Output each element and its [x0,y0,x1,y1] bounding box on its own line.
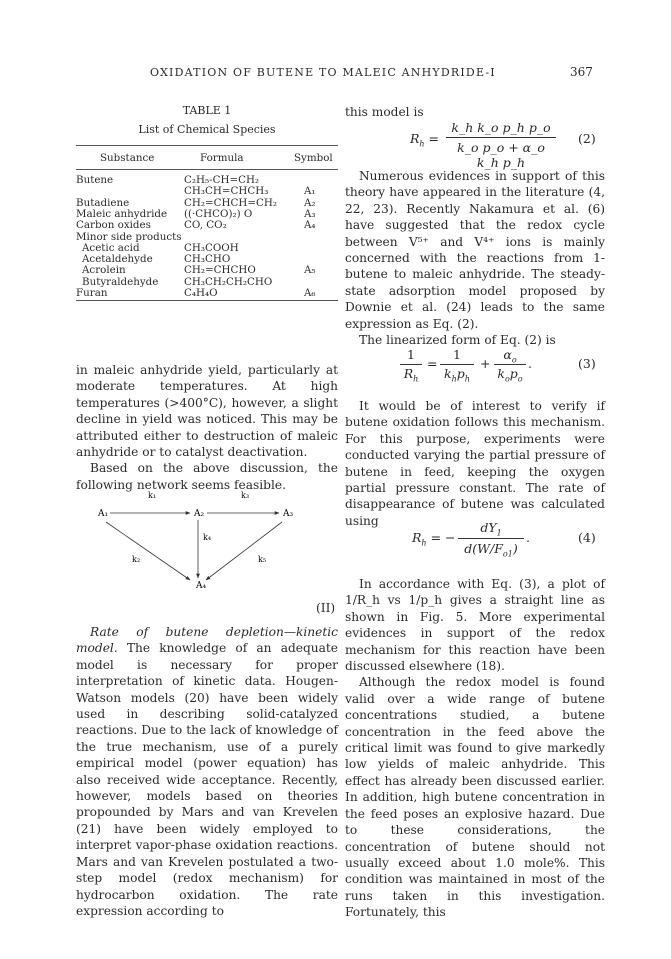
paragraph: The knowledge of an adequate model is necessary for proper interpretation of kinetic data. Hougen-Watson models (20) have been widely used in describing solid-catalyzed reactions. Due to the lack of knowledge of the true mechanism, use of a purely empirical model (power equation) has also received wide acceptance. Recently, however, models based on theories propounded by Mars and van Krevelen (21) have been widely employed to interpret vapor-phase oxidation reactions. Mars and van Krevelen postulated a two-step model (redox mechanism) for hydrocarbon oxidation. The rate expression according to [76,641,339,918]
table-cell-symbol: A₁ [304,185,316,198]
table-cell-substance: Butene [76,174,114,186]
table-header-rule [76,169,338,170]
table-cell-substance: Carbon oxides [76,219,151,232]
table-cell-formula: C₄H₄O [184,287,218,299]
table-cell-formula: CH₃CH=CHCH₃ [184,185,269,198]
network-label: (II) [316,601,336,615]
paragraph: Although the redox model is found valid over a wide range of butene concentrations studied, a butene concentration in the feed above the critical limit was found to give markedly low yields of maleic anhydride. This effect has already been discussed earlier. In addition, high butene concentration in the feed poses an explosive hazard. Due to these considerations, the concentration of butene should not usually exceed about 1.0 mole%. This condition was maintained in most of the runs taken in this investigation. Fortunately, this [345,675,605,920]
table-cell-formula: CH₂=CHCHO [184,264,256,277]
right-column-lower [345,576,605,921]
node-a3: A₃ [283,509,294,519]
eq2-fraction-bar [446,137,556,138]
table-cell-substance: Acetaldehyde [82,253,153,266]
table-row [76,288,338,299]
node-a2: A₂ [194,509,205,519]
paragraph: It would be of interest to verify if butene oxidation follows this mechanism. For this purpose, experiments were conducted varying the partial pressure of butene in feed, keeping the oxygen partial pressure constant. The rate of disappearance of butene was calculated using [345,399,605,528]
arrow-a3-a4 [206,522,282,580]
table-cell-substance: Butyraldehyde [82,275,159,288]
eq2-denominator: k_o p_o + α_o k_h p_h [457,140,545,170]
node-a1: A₁ [98,509,109,519]
right-column-mid2 [345,398,605,529]
page-number: 367 [570,65,593,79]
table-cell-symbol: A₆ [304,287,316,299]
table-row [76,232,338,243]
rate-label-k5: k₅ [258,555,267,564]
paragraph: in maleic anhydride yield, particularly at moderate temperatures. At high temperatures (>400°C), however, a slight decline in yield was noticed. This may be attributed either to destruction of maleic anhydride or to catalyst deactivation. [76,363,338,460]
table-header-formula: Formula [200,152,244,164]
table-cell-substance: Maleic anhydride [76,207,168,220]
table-cell-substance: Acetic acid [82,241,140,254]
table-header-symbol: Symbol [294,152,333,164]
reaction-network-diagram [76,480,338,602]
table-cell-substance: Acrolein [82,264,126,277]
table-cell-symbol: A₄ [304,219,316,232]
left-column-upper [76,362,338,493]
left-column-lower [76,624,338,919]
section-heading: Rate of butene depletion—kinetic model. [76,625,338,656]
rate-label-k2: k₂ [132,555,141,564]
table-row [76,265,338,276]
table-cell-formula: CH₃COOH [184,241,239,254]
table-cell-formula: CO, CO₂ [184,219,227,232]
table-cell-symbol: A₃ [304,207,316,220]
eq2-numerator: k_h k_o p_h p_o [451,120,551,135]
table-cell-substance: Furan [76,287,108,299]
node-a4: A₄ [196,581,207,591]
table-cell-formula: CH₂=CHCH=CH₂ [184,196,277,209]
paragraph: this model is [345,105,424,119]
rate-label-k4: k₄ [203,533,212,542]
running-header [0,66,671,86]
paragraph: In accordance with Eq. (3), a plot of 1/R_h vs 1/p_h gives a straight line as shown in Fig. 5. More experimental evidences in support of the redox mechanism for this reaction have been discussed elsewhere (18). [345,577,605,674]
rate-label-k3: k₃ [241,491,250,500]
paragraph: Based on the above discussion, the following network seems feasible. [76,461,338,492]
table-header-substance: Substance [100,152,155,164]
table-cell-formula: CH₃CH₂CH₂CHO [184,275,273,288]
eq3: 1 $R_h$ = 1 $k_hp_h$ + $\alpha_o$ $k_op_o$ . [400,347,550,387]
table-cell-formula: CH₃CHO [184,253,231,266]
table-cell-formula: ((·CHCO)₂) O [184,207,253,220]
table-cell-substance: Butadiene [76,196,130,209]
table-caption: List of Chemical Species [138,123,276,136]
eq4: $R_h$ = − $dY_1$ $d(W/F_{o1})$ . [412,520,530,559]
table-cell-substance: Minor side products [76,230,182,243]
table-row [76,198,338,209]
table-cell-symbol: A₅ [304,264,316,277]
paragraph: The linearized form of Eq. (2) is [359,333,556,348]
eq4-number: (4) [578,530,596,545]
table-row [76,186,338,197]
table-number: TABLE 1 [182,104,232,117]
table-top-rule [76,145,338,146]
eq2-number: (2) [578,131,596,146]
right-column-mid [345,168,605,348]
table-bottom-rule [76,300,338,301]
paragraph: Numerous evidences in support of this theory have appeared in the literature (4, 22, 23). Recently Nakamura et al. (6) have suggested that the redox cycle between V⁵⁺ and V⁴⁺ ions is mainly concerned with the reactions from 1-butene to maleic anhydride. The steady-state adsorption model proposed by Downie et al. (24) leads to the same expression as Eq. (2). [345,169,605,331]
table-cell-symbol: A₂ [304,196,316,209]
right-column-intro [345,104,605,120]
arrow-a1-a4 [106,522,190,580]
eq2-lhs: $R_h$ = [410,131,440,149]
rate-label-k1: k₁ [148,491,157,500]
running-title: OXIDATION OF BUTENE TO MALEIC ANHYDRIDE-I [150,66,496,79]
table-row [76,220,338,231]
eq3-number: (3) [578,356,596,371]
table-cell-formula: C₂H₅-CH=CH₂ [184,174,260,186]
